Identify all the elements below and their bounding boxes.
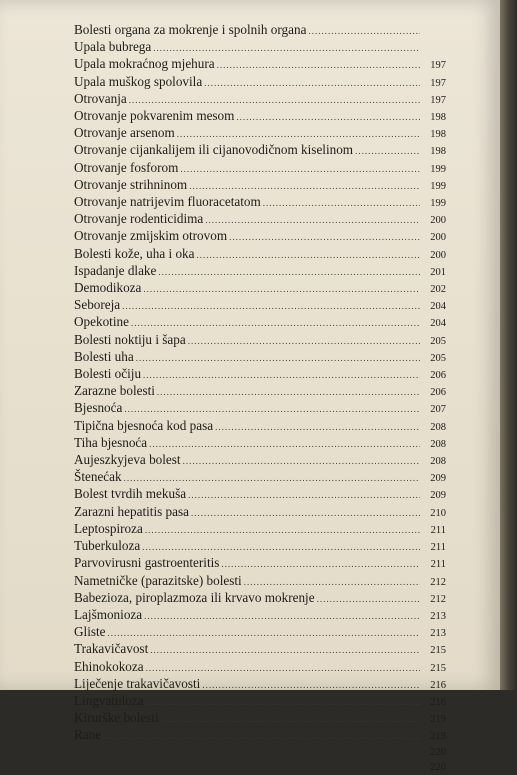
toc-leader-dots (204, 76, 420, 91)
toc-leader-dots (244, 575, 420, 590)
toc-leader-dots (157, 385, 420, 400)
toc-entry (74, 435, 446, 452)
toc-leader-dots (149, 437, 420, 452)
toc-entry-title: Nametničke (parazitske) bolesti (74, 572, 242, 588)
toc-entry-title: Bolesti kože, uha i oka (74, 245, 195, 261)
toc-entry-title: Upala bubrega (74, 39, 152, 55)
toc-entry-title: Seboreja (74, 297, 121, 313)
toc-entry-title: Otrovanje zmijskim otrovom (74, 228, 228, 244)
toc-entry (74, 486, 446, 503)
toc-entry (74, 297, 446, 314)
toc-leader-dots (263, 196, 420, 211)
toc-entry-title: Otrovanje natrijevim fluoracetatom (74, 194, 261, 210)
toc-leader-dots (122, 299, 420, 314)
toc-entry-title: Babezioza, piroplazmoza ili krvavo mokrenje (74, 589, 315, 605)
toc-leader-dots (215, 420, 420, 435)
toc-entry (74, 125, 446, 142)
toc-entry-page: 204 (430, 301, 446, 313)
toc-entry-page: 210 (430, 507, 446, 519)
toc-entry (74, 418, 446, 435)
toc-entry (74, 142, 446, 159)
toc-entry (74, 538, 446, 555)
toc-entry (74, 555, 446, 572)
toc-entry-page: 219 (430, 731, 446, 743)
toc-entry (74, 676, 446, 693)
toc-entry-title: Ispadanje dlake (74, 262, 157, 278)
toc-entry-page: 216 (430, 679, 446, 691)
toc-leader-dots (146, 661, 420, 676)
toc-entry-title: Otrovanje pokvarenim mesom (74, 108, 235, 124)
toc-entry (74, 228, 446, 245)
toc-entry (74, 659, 446, 676)
toc-entry-page: 205 (430, 352, 446, 364)
toc-entry-title: Ehinokokoza (74, 658, 144, 674)
toc-entry-page: 208 (430, 456, 446, 468)
toc-entry-page: 200 (430, 215, 446, 227)
toc-leader-dots (189, 179, 420, 194)
toc-entry (74, 624, 446, 641)
table-of-contents (74, 22, 446, 775)
toc-entry-page: 200 (430, 232, 446, 244)
toc-leader-dots (317, 592, 420, 607)
toc-leader-dots (183, 454, 420, 469)
toc-entry (74, 74, 446, 91)
toc-leader-dots (229, 230, 420, 245)
toc-entry-page: 211 (430, 542, 446, 554)
toc-entry (74, 211, 446, 228)
toc-entry-page: 215 (430, 645, 446, 657)
toc-entry-page: 212 (430, 593, 446, 605)
toc-entry-title: Kirurške bolesti (74, 710, 159, 726)
toc-entry-title: Zarazne bolesti (74, 383, 155, 399)
toc-leader-dots (136, 351, 420, 366)
toc-entry-title: Lajšmonioza (74, 606, 143, 622)
toc-entry (74, 332, 446, 349)
toc-leader-dots (124, 402, 420, 417)
toc-entry-page: 200 (430, 249, 446, 261)
toc-leader-dots (202, 678, 420, 693)
toc-leader-dots (308, 24, 420, 39)
toc-leader-dots (131, 316, 420, 331)
toc-leader-dots (158, 265, 420, 280)
toc-entry (74, 573, 446, 590)
toc-entry (74, 108, 446, 125)
toc-entry (74, 710, 446, 727)
toc-leader-dots (124, 471, 420, 486)
toc-entry-page: 197 (430, 60, 446, 72)
toc-entry-title: Leptospiroza (74, 520, 143, 536)
toc-entry (74, 177, 446, 194)
toc-entry-page: 216 (430, 696, 446, 708)
toc-entry (74, 641, 446, 658)
toc-leader-dots (188, 334, 420, 349)
toc-leader-dots (153, 41, 420, 56)
toc-leader-dots (191, 506, 420, 521)
toc-entry-page: 219 (430, 714, 446, 726)
toc-entry-title: Otrovanje fosforom (74, 159, 179, 175)
toc-leader-dots (142, 540, 420, 555)
toc-leader-dots (236, 110, 420, 125)
toc-entry (74, 693, 446, 710)
toc-entry-title: Parvovirusni gastroenteritis (74, 555, 220, 571)
toc-leader-dots (150, 643, 420, 658)
toc-entry (74, 91, 446, 108)
toc-entry-page: 213 (430, 628, 446, 640)
toc-entry-title: Trakavičavost (74, 641, 149, 657)
toc-entry (74, 56, 446, 73)
toc-entry (74, 590, 446, 607)
toc-leader-dots (129, 93, 420, 108)
toc-entry-title: Bjesnoća (74, 400, 123, 416)
toc-entry-page: 213 (430, 610, 446, 622)
toc-entry-page: 211 (430, 524, 446, 536)
toc-entry (74, 521, 446, 538)
toc-entry-page: 208 (430, 438, 446, 450)
toc-leader-dots (146, 695, 420, 710)
toc-entry (74, 246, 446, 263)
toc-entry (74, 263, 446, 280)
toc-entry-page: 208 (430, 421, 446, 433)
toc-entry-page: 199 (430, 163, 446, 175)
toc-entry (74, 469, 446, 486)
toc-entry-title: Liječenje trakavičavosti (74, 675, 201, 691)
toc-entry-title: Štenećak (74, 469, 122, 485)
toc-entry-page: 197 (430, 77, 446, 89)
toc-leader-dots (180, 162, 420, 177)
toc-entry (74, 280, 446, 297)
toc-entry-page: 212 (430, 576, 446, 588)
toc-entry-title: Aujeszkyjeva bolest (74, 452, 181, 468)
toc-entry-page: 199 (430, 180, 446, 192)
toc-leader-dots (197, 248, 421, 263)
toc-entry-page: 198 (430, 112, 446, 124)
toc-entry-title: Bolesti organa za mokrenje i spolnih organa (74, 22, 307, 37)
toc-entry-title: Tipična bjesnoća kod pasa (74, 417, 214, 433)
toc-leader-dots (108, 626, 420, 641)
toc-leader-dots (188, 488, 420, 503)
toc-entry-title: Lingvatuloza (74, 692, 144, 708)
toc-entry-page: 202 (430, 284, 446, 296)
toc-entry-page: 205 (430, 335, 446, 347)
toc-entry-title: Rane (74, 727, 102, 743)
toc-entry-title: Bolesti noktiju i šapa (74, 331, 186, 347)
toc-trailing-page (74, 745, 446, 760)
toc-entry (74, 366, 446, 383)
toc-entry-title: Otrovanje cijankalijem ili cijanovodičnom kiselinom (74, 142, 354, 158)
toc-leader-dots (355, 144, 420, 159)
toc-leader-dots (103, 729, 420, 744)
toc-entry (74, 504, 446, 521)
toc-entry-title: Tuberkuloza (74, 538, 141, 554)
toc-entry-page: 215 (430, 662, 446, 674)
toc-leader-dots (143, 282, 420, 297)
toc-leader-dots (144, 609, 420, 624)
toc-entry-page: 209 (430, 490, 446, 502)
toc-entry-title: Bolesti uha (74, 348, 134, 364)
toc-entry (74, 194, 446, 211)
toc-entry-title: Upala mokraćnog mjehura (74, 56, 215, 72)
toc-entry-page: 220 (430, 761, 446, 773)
toc-entry (74, 400, 446, 417)
toc-leader-dots (161, 712, 420, 727)
toc-entry-page: 198 (430, 146, 446, 158)
toc-entry-title: Otrovanje arsenom (74, 125, 175, 141)
toc-entry-page: 206 (430, 387, 446, 399)
toc-entry-title: Demodikoza (74, 280, 142, 296)
toc-entry-title: Zarazni hepatitis pasa (74, 503, 189, 519)
toc-entry-page: 209 (430, 473, 446, 485)
toc-entry (74, 452, 446, 469)
toc-leader-dots (143, 368, 420, 383)
toc-entry-title: Bolest tvrdih mekuša (74, 486, 187, 502)
toc-entry-page: 199 (430, 198, 446, 210)
toc-leader-dots (217, 58, 420, 73)
toc-entry-title: Otrovanje strihninom (74, 176, 188, 192)
toc-leader-dots (221, 557, 420, 572)
toc-entry-title: Gliste (74, 624, 106, 640)
toc-entry (74, 607, 446, 624)
toc-entry (74, 349, 446, 366)
toc-entry-page: 204 (430, 318, 446, 330)
toc-trailing-page (74, 760, 446, 775)
toc-entry-title: Otrovanja (74, 90, 127, 106)
toc-entry (74, 22, 446, 39)
toc-entry-page: 197 (430, 94, 446, 106)
toc-entry-title: Opekotine (74, 314, 129, 330)
toc-entry (74, 314, 446, 331)
toc-entry (74, 383, 446, 400)
toc-entry-title: Upala muškog spolovila (74, 73, 203, 89)
toc-entry (74, 727, 446, 744)
toc-leader-dots (205, 213, 420, 228)
toc-entry-page: 207 (430, 404, 446, 416)
toc-entry-title: Tiha bjesnoća (74, 434, 148, 450)
book-edge (500, 0, 517, 690)
toc-entry-title: Bolesti očiju (74, 366, 142, 382)
toc-entry-page: 201 (430, 266, 446, 278)
toc-entry (74, 39, 446, 56)
toc-entry-title: Otrovanje rodenticidima (74, 211, 204, 227)
toc-entry (74, 160, 446, 177)
toc-leader-dots (177, 127, 420, 142)
toc-entry-page: 211 (430, 559, 446, 571)
toc-leader-dots (145, 523, 420, 538)
toc-entry-page: 198 (430, 129, 446, 141)
toc-entry-page: 220 (430, 746, 446, 758)
toc-entry-page: 206 (430, 370, 446, 382)
